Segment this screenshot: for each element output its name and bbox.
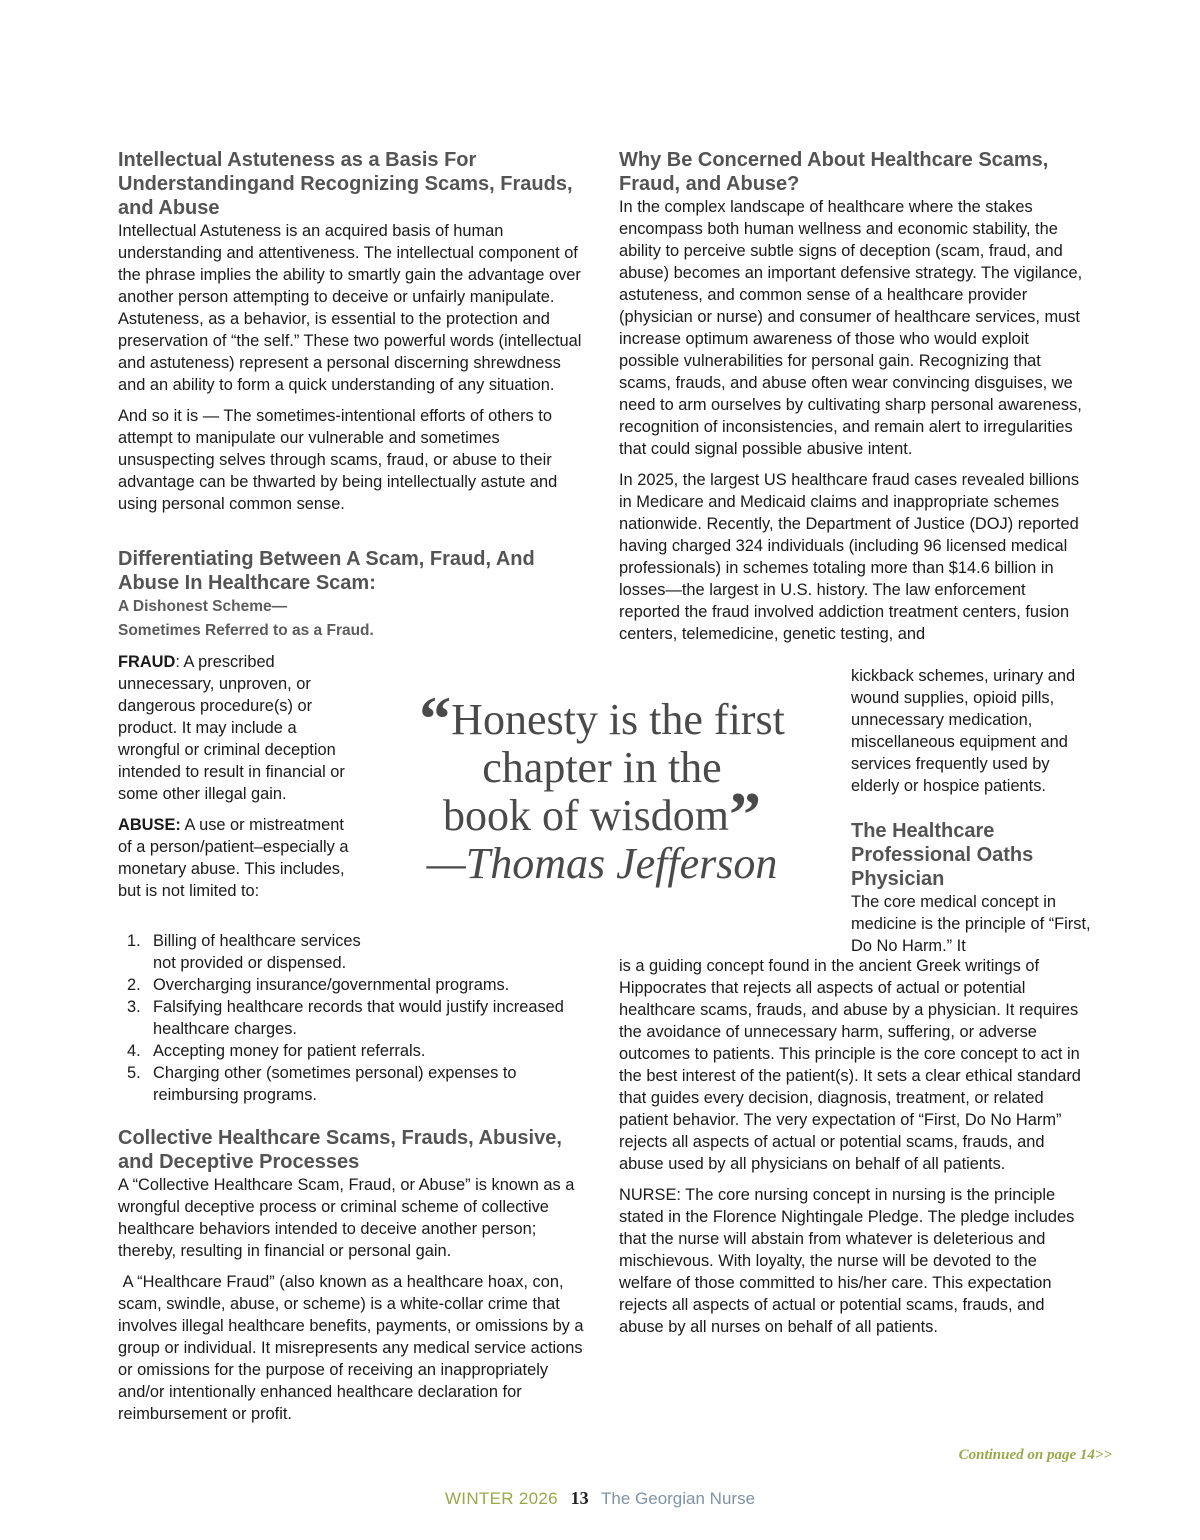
fraud-text: : A prescribed unnecessary, unproven, or dangerous procedure(s) or product. It may include a wrongful or criminal deception intended to result in financial or some other illegal gain. xyxy=(118,653,345,803)
list-item: 4. Accepting money for patient referrals. xyxy=(127,1042,426,1060)
section-heading-intellectual-astuteness: Intellectual Astuteness as a Basis For Understandingand Recognizing Scams, Frauds, and Abuse xyxy=(118,149,573,219)
list-item: 2. Overcharging insurance/governmental programs. xyxy=(127,976,510,994)
section-heading-why-concerned: Why Be Concerned About Healthcare Scams, Fraud, and Abuse? xyxy=(619,149,1049,195)
left-column-bottom xyxy=(118,1126,588,1425)
list-item: 5. Charging other (sometimes personal) expenses to reimbursing programs. xyxy=(127,1064,517,1104)
quote-author: —Thomas Jefferson xyxy=(426,839,778,888)
right-column-bottom xyxy=(619,955,1089,1338)
section-heading-oaths: The Healthcare Professional Oaths Physician xyxy=(851,820,1034,890)
page-footer xyxy=(0,1486,1200,1511)
paragraph: is a guiding concept found in the ancient Greek writings of Hippocrates that rejects all aspects of actual or potential healthcare scams, frauds, and abuse by a physician. It requires the avoidance of unnecessary harm, suffering, or adverse outcomes to patients. This principle is the core concept to act in the best interest of the patient(s). It sets a clear ethical standard that guides every decision, diagnosis, treatment, or related patient behavior. The very expectation of “First, Do No Harm” rejects all aspects of actual or potential scams, frauds, and abuse used by all physicians on behalf of all patients. xyxy=(619,957,1081,1173)
paragraph: Intellectual Astuteness is an acquired basis of human understanding and attentiveness. The intellectual component of the phrase implies the ability to smartly gain the advantage over another person attempting to deceive or unfairly manipulate. Astuteness, as a behavior, is essential to the protection and preservation of “the self.” These two powerful words (intellectual and astuteness) represent a personal discerning shrewdness and an ability to form a quick understanding of any situation. xyxy=(118,222,582,394)
subheading-dishonest-scheme: A Dishonest Scheme— xyxy=(118,598,288,615)
continued-link: Continued on page 14>> xyxy=(958,1447,1112,1463)
pull-quote xyxy=(372,683,832,888)
right-narrow-column xyxy=(851,665,1091,957)
section-heading-differentiating: Differentiating Between A Scam, Fraud, And Abuse In Healthcare Scam: xyxy=(118,548,535,594)
page-number: 13 xyxy=(570,1488,589,1508)
open-quote-mark: “ xyxy=(419,683,452,754)
abuse-text: A use or mistreatment of a person/patient–especially a monetary abuse. This includes, but is not limited to: xyxy=(118,816,349,900)
fraud-label: FRAUD xyxy=(118,653,176,671)
paragraph: A “Healthcare Fraud” (also known as a healthcare hoax, con, scam, swindle, abuse, or scheme) is a white-collar crime that involves illegal healthcare benefits, payments, or omissions by a group or individual. It misrepresents any medical service actions or omissions for the purpose of receiving an inappropriately and/or intentionally enhanced healthcare declaration for reimbursement or profit. xyxy=(118,1273,589,1423)
quote-line: “Honesty is the first xyxy=(419,683,785,754)
list-item: 3. Falsifying healthcare records that would justify increased healthcare charges. xyxy=(127,998,564,1038)
paragraph: And so it is — The sometimes-intentional efforts of others to attempt to manipulate our vulnerable and sometimes unsuspecting selves through scams, fraud, or abuse to their advantage can be thwarted by being intellectually astute and using personal common sense. xyxy=(118,407,558,513)
subheading-referred-as-fraud: Sometimes Referred to as a Fraud. xyxy=(118,622,374,639)
paragraph: In 2025, the largest US healthcare fraud cases revealed billions in Medicare and Medicaid claims and inappropriate schemes nationwide. Recently, the Department of Justice (DOJ) reported having charged 324 individuals (including 96 licensed medical professionals) in schemes totaling more than $14.6 billion in losses—the largest in U.S. history. The law enforcement reported the fraud involved addiction treatment centers, fusion centers, telemedicine, genetic testing, and xyxy=(619,471,1080,643)
abuse-label: ABUSE: xyxy=(118,816,181,834)
section-heading-collective: Collective Healthcare Scams, Frauds, Abusive, and Deceptive Processes xyxy=(118,1127,562,1173)
issue-label: WINTER 2026 xyxy=(444,1489,558,1508)
paragraph: A “Collective Healthcare Scam, Fraud, or Abuse” is known as a wrongful deceptive process or criminal scheme of collective healthcare behaviors intended to deceive another person; thereby, resulting in financial or personal gain. xyxy=(118,1176,575,1260)
fraud-definition xyxy=(118,651,358,805)
abuse-list xyxy=(118,930,588,1106)
list-item: 1. Billing of healthcare services not provided or dispensed. xyxy=(127,932,361,972)
quote-line: chapter in the xyxy=(482,743,722,792)
fraud-abuse-definitions xyxy=(118,651,358,902)
paragraph: In the complex landscape of healthcare where the stakes encompass both human wellness and economic stability, the ability to perceive subtle signs of deception (scam, fraud, and abuse) becomes an important defensive strategy. The vigilance, astuteness, and common sense of a healthcare provider (physician or nurse) and consumer of healthcare services, must increase optimum awareness of those who would exploit possible vulnerabilities for personal gain. Recognizing that scams, frauds, and abuse often wear convincing disguises, we need to arm ourselves by cultivating sharp personal awareness, recognition of inconsistencies, and remain alert to irregularities that could signal possible abusive intent. xyxy=(619,198,1083,458)
abuse-definition xyxy=(118,814,358,902)
close-quote-mark: ” xyxy=(729,779,761,850)
paragraph: NURSE: The core nursing concept in nursing is the principle stated in the Florence Nightingale Pledge. The pledge includes that the nurse will abstain from whatever is deleterious and mischievous. With loyalty, the nurse will be devoted to the welfare of those committed to his/her care. This expectation rejects all aspects of actual or potential scams, frauds, and abuse by all nurses on behalf of all patients. xyxy=(619,1186,1075,1336)
publication-name: The Georgian Nurse xyxy=(601,1489,756,1508)
quote-line: book of wisdom” xyxy=(443,779,761,850)
paragraph: The core medical concept in medicine is the principle of “First, Do No Harm.” It xyxy=(851,893,1091,955)
right-column xyxy=(619,148,1089,645)
paragraph-continued: kickback schemes, urinary and wound supplies, opioid pills, unnecessary medication, miscellaneous equipment and services frequently used by elderly or hospice patients. xyxy=(851,667,1076,795)
